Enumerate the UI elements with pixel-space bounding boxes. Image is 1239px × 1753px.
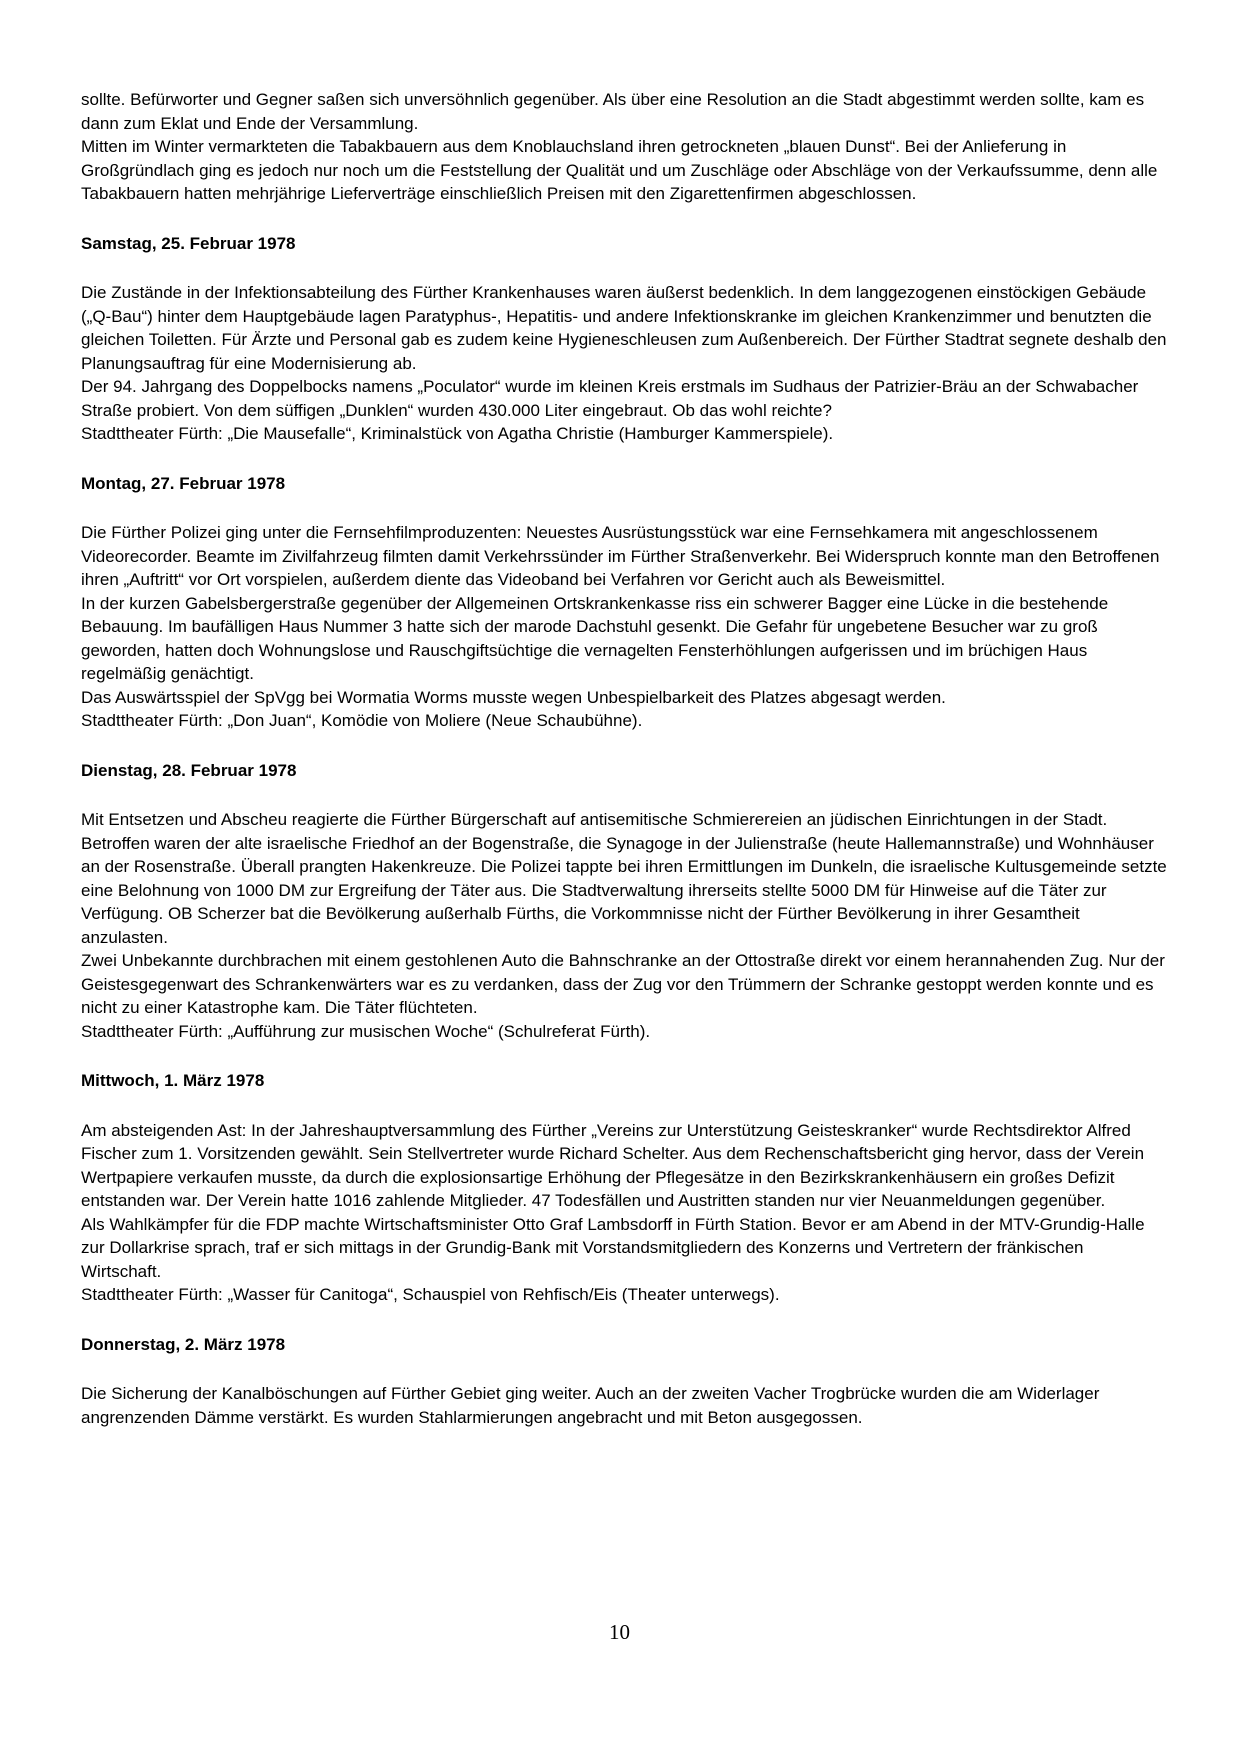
chronicle-paragraph: sollte. Befürworter und Gegner saßen sich unversöhnlich gegenüber. Als über eine Resolution an die Stadt abgestimmt werden sollte, kam es dann zum Eklat und Ende der Versammlung. [81, 90, 1145, 133]
chronicle-paragraph: In der kurzen Gabelsbergerstraße gegenüber der Allgemeinen Ortskrankenkasse riss ein schwerer Bagger eine Lücke in die bestehende Bebauung. Im baufälligen Haus Nummer 3 hatte sich der marode Dachstuhl gesenkt. Die Gefahr für ungebetene Besucher war zu groß geworden, hatten doch Wohnungslose und Rauschgiftsüchtige die vernagelten Fensterhöhlungen aufgerissen und im brüchigen Haus regelmäßig genächtigt. [81, 593, 1109, 683]
chronicle-paragraph: Die Fürther Polizei ging unter die Fernsehfilmproduzenten: Neuestes Ausrüstungsstück war eine Fernsehkamera mit angeschlossenem Videorecorder. Beamte im Zivilfahrzeug filmten damit Verkehrssünder im Fürther Straßenverkehr. Bei Widerspruch konnte man den Betroffenen ihren „Auftritt“ vor Ort vorspielen, außerdem diente das Videoband bei Verfahren vor Gericht auch als Beweismittel. [81, 523, 1160, 589]
chronicle-paragraph: Stadttheater Fürth: „Wasser für Canitoga“, Schauspiel von Rehfisch/Eis (Theater unterwegs). [81, 1285, 780, 1304]
document-body [81, 88, 1167, 1429]
date-heading: Donnerstag, 2. März 1978 [81, 1334, 286, 1354]
chronicle-paragraph: Die Sicherung der Kanalböschungen auf Fürther Gebiet ging weiter. Auch an der zweiten Vacher Trogbrücke wurden die am Widerlager angrenzenden Dämme verstärkt. Es wurden Stahlarmierungen angebracht und mit Beton ausgegossen. [81, 1384, 1100, 1427]
chronicle-paragraph: Am absteigenden Ast: In der Jahreshauptversammlung des Fürther „Vereins zur Unterstützung Geisteskranker“ wurde Rechtsdirektor Alfred Fischer zum 1. Vorsitzenden gewählt. Sein Stellvertreter wurde Richard Schelter. Aus dem Rechenschaftsbericht ging hervor, dass der Verein Wertpapiere verkaufen musste, da durch die explosionsartige Erhöhung der Pflegesätze in den Bezirkskrankenhäusern ein großes Defizit entstanden war. Der Verein hatte 1016 zahlende Mitglieder. 47 Todesfällen und Austritten standen nur vier Neuanmeldungen gegenüber. [81, 1120, 1145, 1210]
chronicle-paragraph: Der 94. Jahrgang des Doppelbocks namens „Poculator“ wurde im kleinen Kreis erstmals im Sudhaus der Patrizier-Bräu an der Schwabacher Straße probiert. Von dem süffigen „Dunklen“ wurden 430.000 Liter eingebraut. Ob das wohl reichte? [81, 377, 1139, 420]
chronicle-paragraph: Mit Entsetzen und Abscheu reagierte die Fürther Bürgerschaft auf antisemitische Schmierereien an jüdischen Einrichtungen in der Stadt. Betroffen waren der alte israelische Friedhof an der Bogenstraße, die Synagoge in der Julienstraße (heute Hallemannstraße) und Wohnhäuser an der Rosenstraße. Überall prangten Hakenkreuze. Die Polizei tappte bei ihren Ermittlungen im Dunkeln, die israelische Kultusgemeinde setzte eine Belohnung von 1000 DM zur Ergreifung der Täter aus. Die Stadtverwaltung ihrerseits stellte 5000 DM für Hinweise auf die Täter zur Verfügung. OB Scherzer bat die Bevölkerung außerhalb Fürths, die Vorkommnisse nicht der Fürther Bevölkerung in ihrer Gesamtheit anzulasten. [81, 810, 1167, 947]
chronicle-paragraph: Als Wahlkämpfer für die FDP machte Wirtschaftsminister Otto Graf Lambsdorff in Fürth Station. Bevor er am Abend in der MTV-Grundig-Halle zur Dollarkrise sprach, traf er sich mittags in der Grundig-Bank mit Vorstandsmitgliedern des Konzerns und Vertretern der fränkischen Wirtschaft. [81, 1214, 1145, 1281]
chronicle-paragraph: Stadttheater Fürth: „Die Mausefalle“, Kriminalstück von Agatha Christie (Hamburger Kammerspiele). [81, 424, 834, 443]
date-heading: Mittwoch, 1. März 1978 [81, 1071, 265, 1090]
page-number: 10 [609, 1620, 630, 1644]
chronicle-paragraph: Zwei Unbekannte durchbrachen mit einem gestohlenen Auto die Bahnschranke an der Ottostraße direkt vor einem herannahenden Zug. Nur der Geistesgegenwart des Schrankenwärters war es zu verdanken, dass der Zug vor den Trümmern der Schranke gestoppt werden konnte und es nicht zu einer Katastrophe kam. Die Täter flüchteten. [81, 951, 1165, 1017]
chronicle-paragraph: Die Zustände in der Infektionsabteilung des Fürther Krankenhauses waren äußerst bedenklich. In dem langgezogenen einstöckigen Gebäude („Q-Bau“) hinter dem Hauptgebäude lagen Paratyphus-, Hepatitis- und andere Infektionskranke im gleichen Krankenzimmer und benutzten die gleichen Toiletten. Für Ärzte und Personal gab es zudem keine Hygieneschleusen zum Außenbereich. Der Fürther Stadtrat segnete deshalb den Planungsauftrag für eine Modernisierung ab. [81, 283, 1167, 373]
date-heading: Dienstag, 28. Februar 1978 [81, 760, 297, 780]
chronicle-paragraph: Das Auswärtsspiel der SpVgg bei Wormatia Worms musste wegen Unbespielbarkeit des Platzes abgesagt werden. [81, 687, 946, 707]
chronicle-paragraph: Mitten im Winter vermarkteten die Tabakbauern aus dem Knoblauchsland ihren getrockneten „blauen Dunst“. Bei der Anlieferung in Großgründlach ging es jedoch nur noch um die Feststellung der Qualität und um Zuschläge oder Abschläge von der Verkaufssumme, denn alle Tabakbauern hatten mehrjährige Lieferverträge einschließlich Preisen mit den Zigarettenfirmen abgeschlossen. [81, 137, 1158, 203]
chronicle-paragraph: Stadttheater Fürth: „Aufführung zur musischen Woche“ (Schulreferat Fürth). [81, 1021, 651, 1041]
chronicle-paragraph: Stadttheater Fürth: „Don Juan“, Komödie von Moliere (Neue Schaubühne). [81, 711, 643, 730]
date-heading: Montag, 27. Februar 1978 [81, 473, 286, 493]
date-heading: Samstag, 25. Februar 1978 [81, 233, 296, 253]
